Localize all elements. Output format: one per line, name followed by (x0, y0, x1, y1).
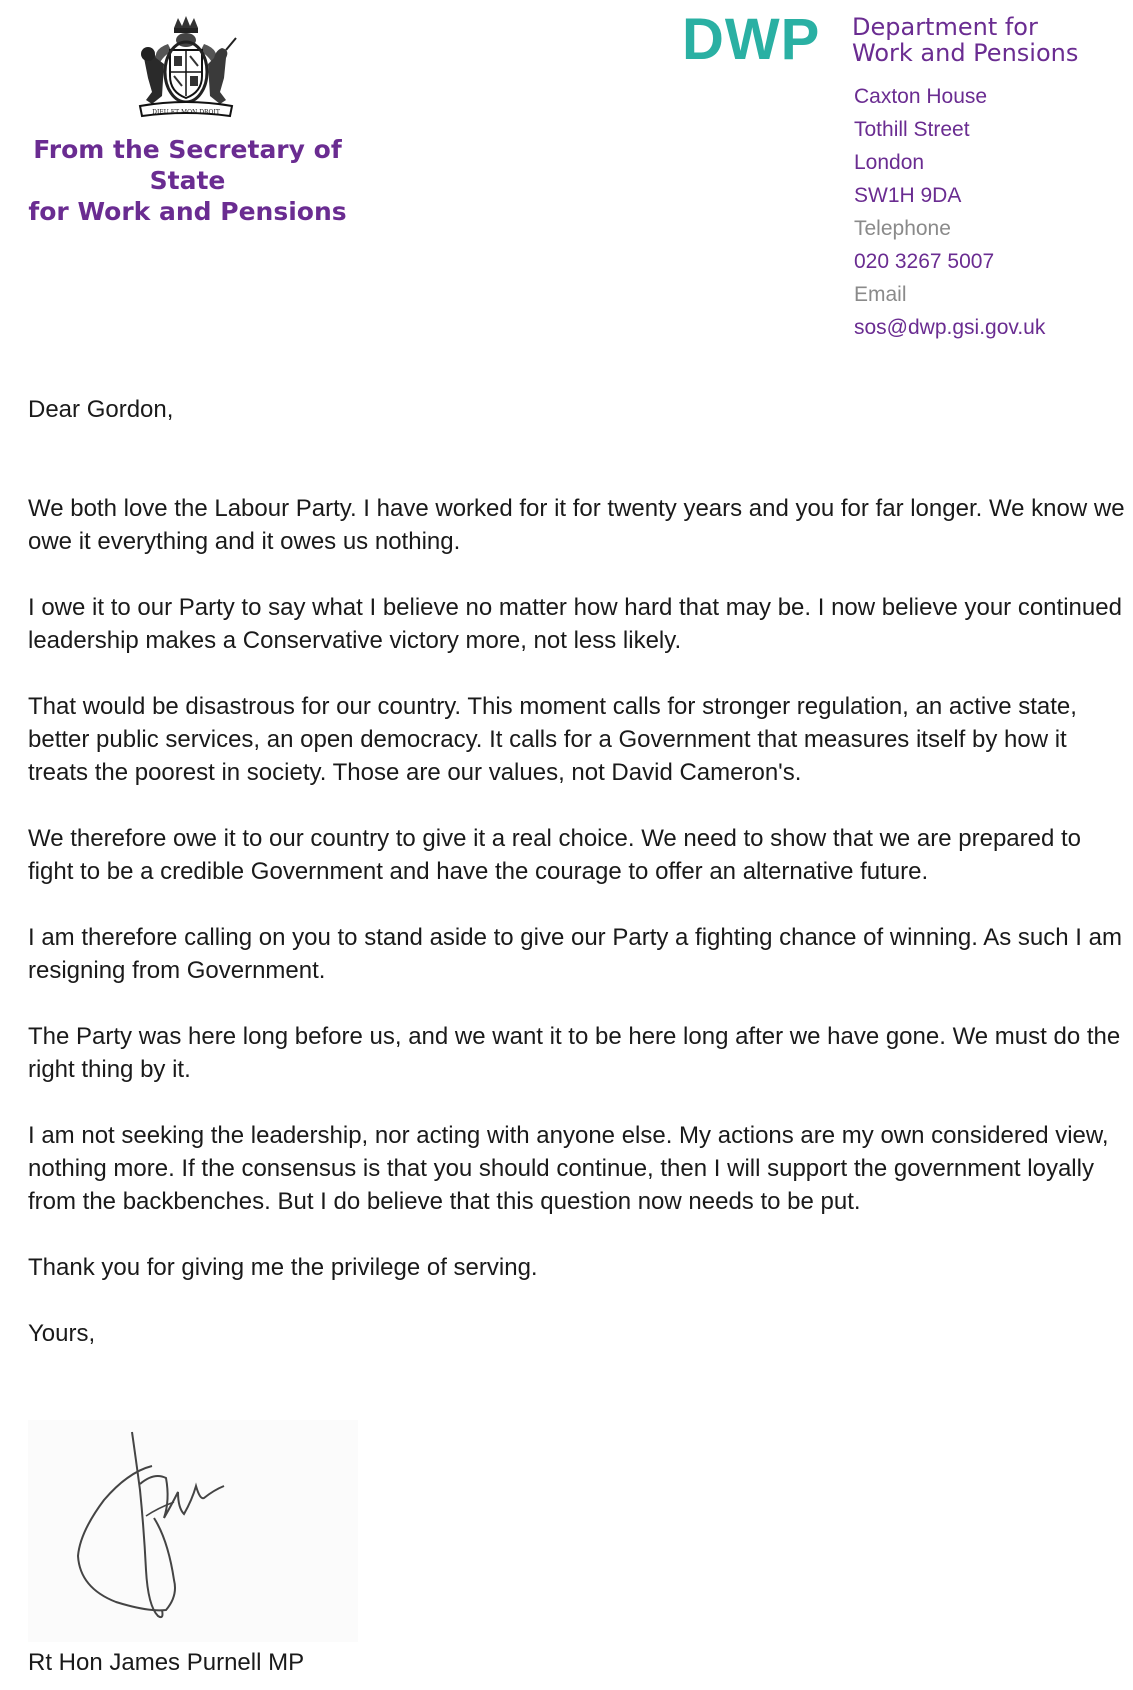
from-line-2: for Work and Pensions (28, 197, 347, 226)
from-line-1: From the Secretary of State (33, 135, 342, 195)
handwritten-signature (28, 1420, 358, 1642)
crest-motto-text: DIEU ET MON DROIT (152, 109, 220, 116)
paragraph-6: The Party was here long before us, and we want it to be here long after we have gone. We must do the right thing by it. (28, 1023, 1121, 1083)
address-postcode: SW1H 9DA (854, 184, 962, 207)
paragraph-8: Thank you for giving me the privilege of serving. (28, 1254, 538, 1281)
royal-coat-of-arms-icon (130, 14, 242, 122)
paragraph-7: I am not seeking the leadership, nor acting with anyone else. My actions are my own considered view, nothing more. If the consensus is that you should continue, then I will support the government loyally from the backbenches. But I do believe that this question now needs to be put. (28, 1122, 1109, 1215)
paragraph-4: We therefore owe it to our country to give it a real choice. We need to show that we are prepared to fight to be a credible Government and have the courage to offer an alternative future. (28, 825, 1082, 885)
department-name (852, 14, 1078, 66)
address-block (854, 80, 1045, 344)
email-address: sos@dwp.gsi.gov.uk (854, 316, 1046, 339)
email-label: Email (854, 283, 907, 306)
address-line-2: Tothill Street (854, 118, 970, 141)
from-secretary-of-state-heading (0, 134, 375, 227)
address-line-3: London (854, 151, 925, 174)
salutation: Dear Gordon, (28, 396, 174, 423)
paragraph-2: I owe it to our Party to say what I believe no matter how hard that may be. I now believe your continued leadership makes a Conservative victory more, not less likely. (28, 594, 1122, 654)
dept-line-1: Department for (852, 13, 1038, 41)
telephone-number: 020 3267 5007 (854, 250, 995, 273)
letter-body (28, 393, 1128, 1350)
dept-line-2: Work and Pensions (852, 39, 1079, 67)
signatory-name: Rt Hon James Purnell MP (28, 1649, 305, 1676)
paragraph-5: I am therefore calling on you to stand aside to give our Party a fighting chance of winning. As such I am resigning from Government. (28, 924, 1122, 984)
dwp-logo: DWP (682, 7, 821, 72)
paragraph-1: We both love the Labour Party. I have worked for it for twenty years and you for far longer. We know we owe it everything and it owes us nothing. (28, 495, 1125, 555)
telephone-label: Telephone (854, 217, 951, 240)
closing: Yours, (28, 1320, 96, 1347)
address-line-1: Caxton House (854, 85, 988, 108)
paragraph-3: That would be disastrous for our country. This moment calls for stronger regulation, an active state, better public services, an open democracy. It calls for a Government that measures itself by how it treats the poorest in society. Those are our values, not David Cameron's. (28, 693, 1077, 786)
